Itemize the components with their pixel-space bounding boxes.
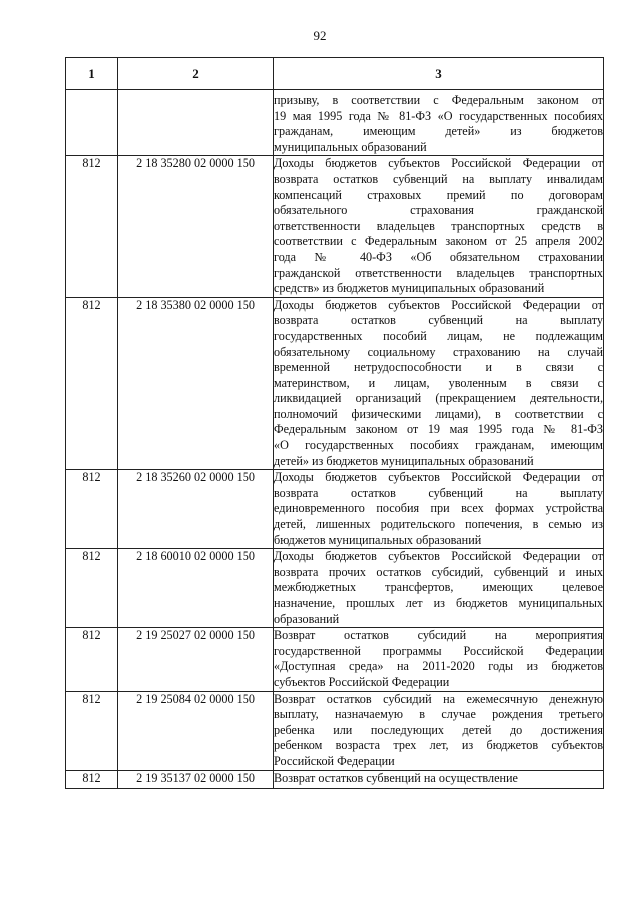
- description-line: Доходы бюджетов субъектов Российской Федерации от: [274, 470, 603, 485]
- description-line: гражданам, имеющим детей» из бюджетов: [274, 124, 603, 139]
- description-cell: [274, 628, 604, 691]
- description-line: Доходы бюджетов субъектов Российской Федерации от: [274, 297, 603, 312]
- header-col-3: 3: [274, 58, 604, 90]
- description-line: Возврат остатков субсидий на мероприятия: [274, 628, 603, 643]
- budget-code-cell: [118, 90, 274, 156]
- description-line: компенсаций страховых премий по договорам: [274, 187, 603, 202]
- description-line: муниципальных образований: [274, 139, 427, 154]
- description-line: государственных пособий лицам, не подлежащим: [274, 328, 603, 343]
- admin-code-cell: 812: [66, 691, 118, 770]
- description-line: межбюджетных трансфертов, имеющих целевое: [274, 580, 603, 595]
- budget-code-cell: 2 18 35280 02 0000 150: [118, 156, 274, 297]
- table-row: [66, 156, 604, 297]
- admin-code-cell: [66, 90, 118, 156]
- description-line: ребенка или последующих детей до достижения: [274, 722, 603, 737]
- description-line: назначение, прошлых лет из бюджетов муниципальных: [274, 596, 603, 610]
- admin-code-cell: 812: [66, 470, 118, 549]
- table-body: [66, 90, 604, 789]
- description-line: полномочий физическими лицами), в соответствии с: [274, 406, 603, 421]
- description-line: субъектов Российской Федерации: [274, 674, 450, 689]
- description-line: детей, лишенных родительского попечения, в семью из: [274, 517, 603, 532]
- admin-code-cell: 812: [66, 297, 118, 470]
- description-line: призыву, в соответствии с Федеральным законом от: [274, 93, 603, 107]
- budget-code-cell: 2 18 60010 02 0000 150: [118, 549, 274, 628]
- description-line: ликвидацией организаций (прекращением деятельности,: [274, 391, 603, 406]
- admin-code-cell: 812: [66, 549, 118, 628]
- description-line: Российской Федерации: [274, 753, 395, 768]
- description-line: Федеральным законом от 19 мая 1995 года № 81-ФЗ: [274, 422, 603, 437]
- description-line: Возврат остатков субсидий на ежемесячную денежную: [274, 691, 603, 706]
- description-line: гражданской ответственности владельцев транспортных: [274, 265, 603, 280]
- description-line: ответственности владельцев транспортных средств в: [274, 218, 603, 233]
- description-line: возврата остатков субвенций на выплату инвалидам: [274, 171, 603, 186]
- description-line: бюджетов муниципальных образований: [274, 532, 482, 547]
- table-row: [66, 297, 604, 470]
- description-line: временной нетрудоспособности и в связи с: [274, 360, 603, 375]
- header-col-2: 2: [118, 58, 274, 90]
- description-line: возврата остатков субвенций на выплату: [274, 313, 603, 328]
- description-cell: [274, 470, 604, 549]
- description-cell: [274, 549, 604, 628]
- table-row: [66, 628, 604, 691]
- header-col-1: 1: [66, 58, 118, 90]
- budget-code-cell: 2 19 25084 02 0000 150: [118, 691, 274, 770]
- description-line: 19 мая 1995 года № 81-ФЗ «О государственных пособиях: [274, 108, 603, 123]
- description-line: единовременного пособия при всех формах устройства: [274, 501, 603, 516]
- description-line: Возврат остатков субвенций на осуществление: [274, 770, 518, 785]
- budget-code-cell: 2 18 35380 02 0000 150: [118, 297, 274, 470]
- admin-code-cell: 812: [66, 156, 118, 297]
- budget-code-cell: 2 19 35137 02 0000 150: [118, 770, 274, 789]
- budget-code-cell: 2 19 25027 02 0000 150: [118, 628, 274, 691]
- table-row: [66, 770, 604, 789]
- description-line: выплату, назначаемую в случае рождения третьего: [274, 707, 603, 722]
- budget-code-cell: 2 18 35260 02 0000 150: [118, 470, 274, 549]
- description-cell: [274, 90, 604, 156]
- description-line: детей» из бюджетов муниципальных образований: [274, 453, 534, 468]
- description-line: образований: [274, 611, 340, 626]
- description-line: обязательного страхования гражданской: [274, 203, 603, 218]
- budget-codes-table: [65, 57, 604, 789]
- table-header: [66, 58, 604, 90]
- header-row: [66, 58, 604, 90]
- description-line: соответствии с Федеральным законом от 25 апреля 2002: [274, 234, 603, 249]
- description-cell: [274, 297, 604, 470]
- description-line: возврата остатков субвенций на выплату: [274, 485, 603, 500]
- table-row: [66, 90, 604, 156]
- description-line: возврата прочих остатков субсидий, субвенций и иных: [274, 564, 603, 579]
- description-cell: [274, 156, 604, 297]
- description-line: Доходы бюджетов субъектов Российской Федерации от: [274, 549, 603, 564]
- description-line: Доходы бюджетов субъектов Российской Федерации от: [274, 156, 603, 171]
- description-line: «Доступная среда» на 2011-2020 годы из бюджетов: [274, 659, 603, 674]
- table-row: [66, 470, 604, 549]
- admin-code-cell: 812: [66, 628, 118, 691]
- admin-code-cell: 812: [66, 770, 118, 789]
- description-line: средств» из бюджетов муниципальных образований: [274, 281, 545, 296]
- table-row: [66, 691, 604, 770]
- description-line: обязательному социальному страхованию на случай: [274, 344, 603, 359]
- description-line: «О государственных пособиях гражданам, имеющим: [274, 438, 603, 453]
- description-line: ребенком возраста трех лет, из бюджетов субъектов: [274, 738, 603, 753]
- description-line: года № 40-ФЗ «Об обязательном страховании: [274, 249, 603, 264]
- description-cell: [274, 691, 604, 770]
- description-cell: [274, 770, 604, 789]
- description-line: материнством, и лицам, уволенным в связи с: [274, 375, 603, 390]
- table-row: [66, 549, 604, 628]
- description-line: государственной программы Российской Федерации: [274, 643, 603, 658]
- page-number: 92: [313, 28, 327, 43]
